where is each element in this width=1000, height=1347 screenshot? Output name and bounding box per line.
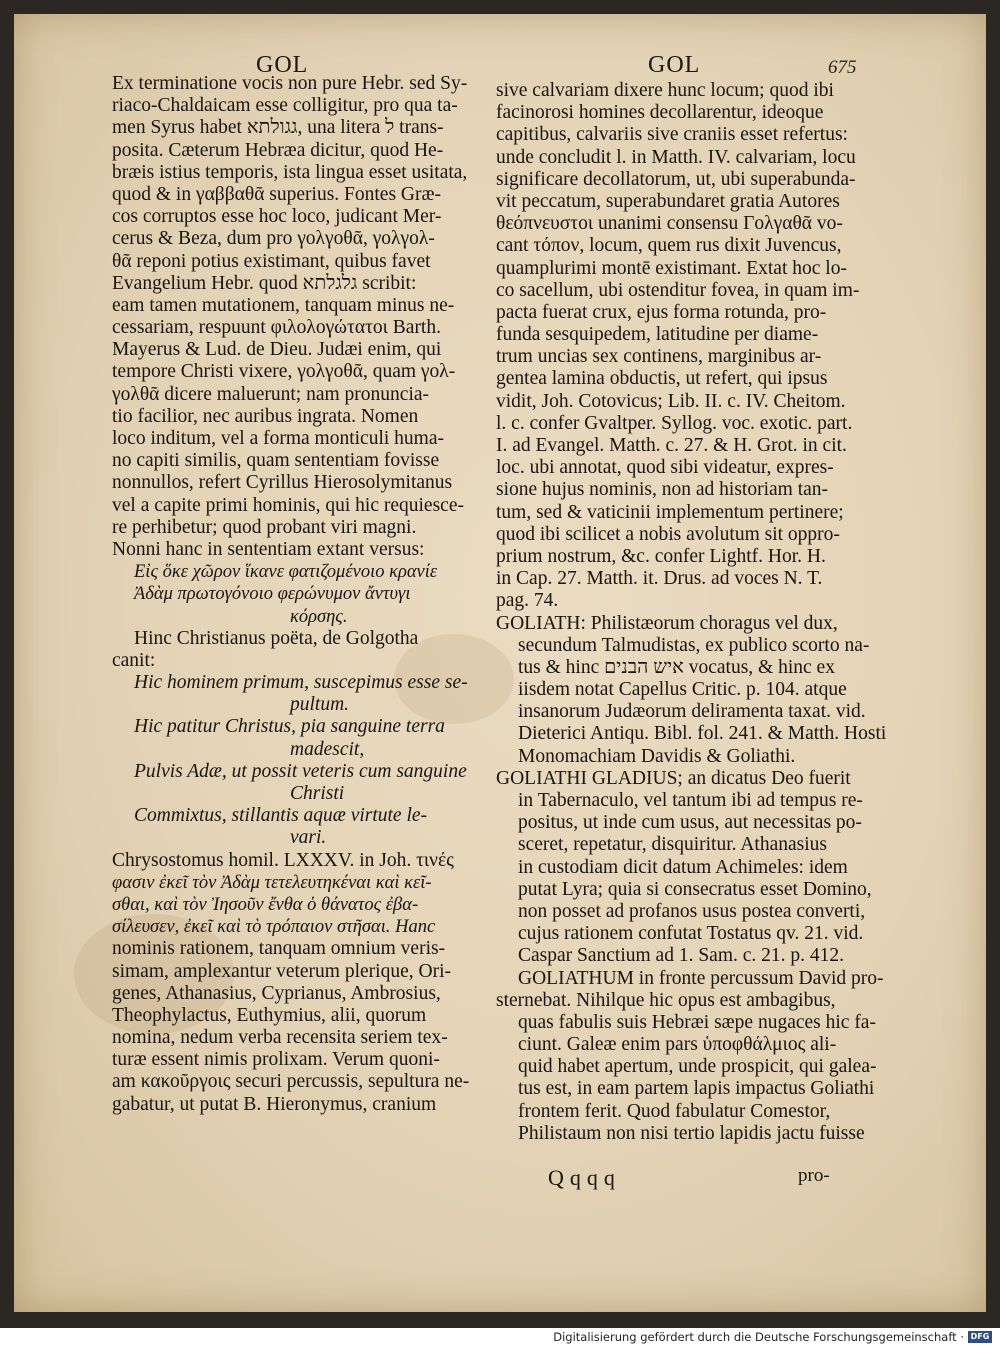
text-line: loc. ubi annotat, quod sibi videatur, expres-: [496, 457, 834, 479]
text-line: I. ad Evangel. Matth. c. 27. & H. Grot. in cit.: [496, 435, 847, 456]
text-line: quamplurimi montē existimant. Extat hoc lo-: [496, 257, 847, 279]
text-line: cant τόπον, locum, quem rus dixit Juvencus,: [496, 235, 842, 257]
text-line: θᾶ reponi potius existimant, quibus favet: [112, 250, 431, 272]
text-line: tus est, in eam partem lapis impactus Goliathi: [518, 1078, 875, 1100]
text-line: no capiti similis, quam sententiam fovisse: [112, 450, 440, 472]
catchword: pro-: [798, 1165, 830, 1186]
digitization-credit: Digitalisierung gefördert durch die Deutsche Forschungsgemeinschaft ·: [553, 1330, 964, 1344]
text-line: Ἀδὰμ πρωτογόνοιο φερώνυμον ἄντυγι: [134, 584, 411, 605]
text-line: θεόπνευστοι unanimi consensu Γολγαθᾶ vo-: [496, 213, 843, 235]
running-head-left: GOL: [256, 52, 309, 78]
text-line: loco inditum, vel a forma monticuli huma-: [112, 428, 444, 449]
text-line: Pulvis Adæ, ut possit veteris cum sanguine: [134, 760, 467, 782]
text-line: funda sesquipedem, latitudine per diame-: [496, 324, 819, 346]
text-line: quod & in γαββαθᾶ superius. Fontes Græ-: [112, 183, 441, 205]
text-line: insanorum Judæorum deliramenta taxat. vid.: [518, 701, 866, 723]
text-line: Nonni hanc in sententiam extant versus:: [112, 538, 425, 560]
text-line: pag. 74.: [496, 590, 559, 612]
text-line: pacta fuerat crux, ejus forma rotunda, pro-: [496, 301, 827, 323]
text-line: GOLIATH: Philistæorum choragus vel dux,: [496, 612, 838, 634]
text-line: cujus rationem confutat Tostatus qv. 21. vid.: [518, 923, 864, 945]
text-line: simam, amplexantur veterum plerique, Ori-: [112, 960, 451, 982]
text-line: vit peccatum, superabundaret gratia Autores: [496, 190, 840, 212]
text-line: Hinc Christianus poëta, de Golgotha: [134, 627, 419, 649]
text-line: madescit,: [290, 738, 365, 760]
text-line: Εἰς ὅκε χῶρον ἵκανε φατιζομένοιο κρανίε: [134, 562, 438, 583]
text-line: sive calvariam dixere hunc locum; quod ibi: [496, 80, 834, 101]
text-line: nominis rationem, tanquam omnium veris-: [112, 938, 446, 960]
text-line: in Cap. 27. Matth. it. Drus. ad voces N. T.: [496, 568, 823, 590]
text-line: quod ibi scilicet a nobis avolutum sit oppro-: [496, 523, 840, 545]
dfg-logo-icon: DFG: [968, 1331, 992, 1343]
text-line: secundum Talmudistas, ex publico scorto na-: [518, 634, 870, 656]
text-line: sceret, repetatur, disquiritur. Athanasius: [518, 834, 827, 856]
text-line: Philistaum non nisi tertio lapidis jactu fuisse: [518, 1122, 865, 1144]
text-line: vari.: [290, 827, 327, 849]
text-line: posita. Cæterum Hebræa dicitur, quod He-: [112, 139, 444, 161]
text-line: iisdem notat Capellus Critic. p. 104. atque: [518, 679, 847, 701]
text-line: σθαι, καὶ τὸν Ἰησοῦν ἔνθα ὁ θάνατος ἐβα-: [112, 894, 419, 915]
text-line: eam tamen mutationem, tanquam minus ne-: [112, 294, 455, 316]
page-number: 675: [828, 57, 857, 78]
text-line: GOLIATHUM in fronte percussum David pro-: [518, 967, 884, 989]
text-line: cessariam, respuunt φιλολογώτατοι Barth.: [112, 317, 441, 339]
text-line: significare decollatorum, ut, ubi superabunda-: [496, 168, 856, 190]
text-line: riaco-Chaldaicam esse colligitur, pro qua ta-: [112, 95, 458, 117]
text-line: canit:: [112, 649, 156, 671]
text-line: φασιν ἐκεῖ τὸν Ἀδὰμ τετελευτηκέναι καὶ κεῖ-: [112, 872, 432, 893]
text-line: sternebat. Nihilque hic opus est ambagibus,: [496, 989, 836, 1011]
text-line: facinorosi homines decollarentur, ideoque: [496, 102, 824, 124]
text-line: men Syrus habet גגולתא, una litera ל trans-: [112, 117, 444, 139]
text-line: turæ essent nimis prolixam. Verum quoni-: [112, 1049, 440, 1071]
text-line: vidit, Joh. Cotovicus; Lib. II. c. IV. Cheitom.: [496, 390, 846, 412]
text-line: unde concludit l. in Matth. IV. calvariam, locu: [496, 146, 856, 168]
right-text-column: [496, 80, 887, 1145]
text-line: GOLIATHI GLADIUS; an dicatus Deo fuerit: [496, 767, 851, 789]
text-line: in custodiam dicit datum Achimeles: idem: [518, 856, 848, 878]
text-line: Chrysostomus homil. LXXXV. in Joh. τινές: [112, 849, 454, 871]
left-text-column: [112, 73, 470, 1116]
text-line: Monomachiam Davidis & Goliathi.: [518, 745, 796, 767]
text-line: vel a capite primi hominis, qui hic requiesce-: [112, 494, 464, 516]
text-line: gabatur, ut putat B. Hieronymus, cranium: [112, 1093, 437, 1115]
text-line: nonnullos, refert Cyrillus Hierosolymitanus: [112, 472, 453, 494]
text-line: trum uncias sex continens, marginibus ar-: [496, 346, 822, 368]
text-line: genes, Athanasius, Cyprianus, Ambrosius,: [112, 982, 441, 1004]
text-line: quas fabulis suis Hebræi sæpe nugaces hic fa-: [518, 1011, 876, 1033]
text-line: nomina, nedum verba recensita seriem tex-: [112, 1027, 448, 1049]
text-line: in Tabernaculo, vel tantum ibi ad tempus re-: [518, 790, 863, 811]
text-line: ciunt. Galeæ enim pars ὑποφθάλμιος ali-: [518, 1034, 837, 1056]
text-line: γολθᾶ dicere maluerunt; nam pronuncia-: [112, 383, 430, 405]
text-line: cerus & Beza, dum pro γολγοθᾶ, γολγολ-: [112, 228, 435, 250]
text-line: tum, sed & vaticinii implementum pertinere;: [496, 501, 844, 523]
text-line: am κακοῦργοις securi percussis, sepultura ne-: [112, 1071, 470, 1093]
text-line: Dieterici Antiqu. Bibl. fol. 241. & Matth. Hosti: [518, 723, 887, 745]
text-line: positus, ut inde cum usus, aut necessitas po-: [518, 812, 862, 834]
text-line: κόρσης.: [290, 606, 348, 627]
text-line: frontem ferit. Quod fabulatur Comestor,: [518, 1100, 831, 1122]
text-line: Hic hominem primum, suscepimus esse se-: [134, 672, 468, 694]
text-line: cos corruptos esse hoc loco, judicant Mer-: [112, 206, 442, 228]
text-line: Ex terminatione vocis non pure Hebr. sed Sy-: [112, 73, 468, 94]
text-line: Christi: [290, 783, 345, 804]
text-line: Theophylactus, Euthymius, alii, quorum: [112, 1004, 427, 1026]
text-line: Caspar Sanctium ad 1. Sam. c. 21. p. 412.: [518, 945, 845, 967]
text-line: Mayerus & Lud. de Dieu. Judæi enim, qui: [112, 339, 442, 361]
text-line: quid habet apertum, unde prospicit, qui galea-: [518, 1056, 877, 1078]
text-line: re perhibetur; quod probant viri magni.: [112, 516, 417, 538]
text-line: l. c. confer Gvaltper. Syllog. voc. exotic. part.: [496, 412, 853, 434]
text-line: non posset ad profanos usus postea converti,: [518, 900, 866, 922]
text-line: σίλευσεν, ἐκεῖ καὶ τὸ τρόπαιον στῆσαι. Hanc: [112, 917, 436, 938]
text-line: gentea lamina obductis, ut refert, qui ipsus: [496, 368, 828, 390]
text-line: Hic patitur Christus, pia sanguine terra: [134, 716, 445, 738]
text-line: tio facilior, nec auribus ingrata. Nomen: [112, 405, 419, 427]
text-line: tempore Christi vixere, γολγοθᾶ, quam γολ-: [112, 361, 456, 383]
text-line: pultum.: [290, 694, 350, 716]
text-line: capitibus, calvariis sive craniis esset refertus:: [496, 124, 848, 146]
text-line: tus & hinc איש הבנים vocatus, & hinc ex: [518, 656, 835, 678]
signature-mark: Qqqq: [548, 1165, 621, 1190]
text-line: sione hujus nominis, non ad historiam tan-: [496, 479, 829, 501]
text-line: putat Lyra; quia si consecratus esset Domino,: [518, 878, 872, 900]
text-line: bræis istius temporis, ista lingua esset usitata,: [112, 161, 468, 183]
text-line: Evangelium Hebr. quod גלגלתא scribit:: [112, 272, 417, 294]
running-head-right: GOL: [648, 52, 701, 78]
text-line: prium nostrum, &c. confer Lightf. Hor. H.: [496, 545, 826, 567]
text-line: co sacellum, ubi ostenditur fovea, in quam im-: [496, 279, 860, 301]
text-line: Commixtus, stillantis aquæ virtute le-: [134, 805, 428, 827]
